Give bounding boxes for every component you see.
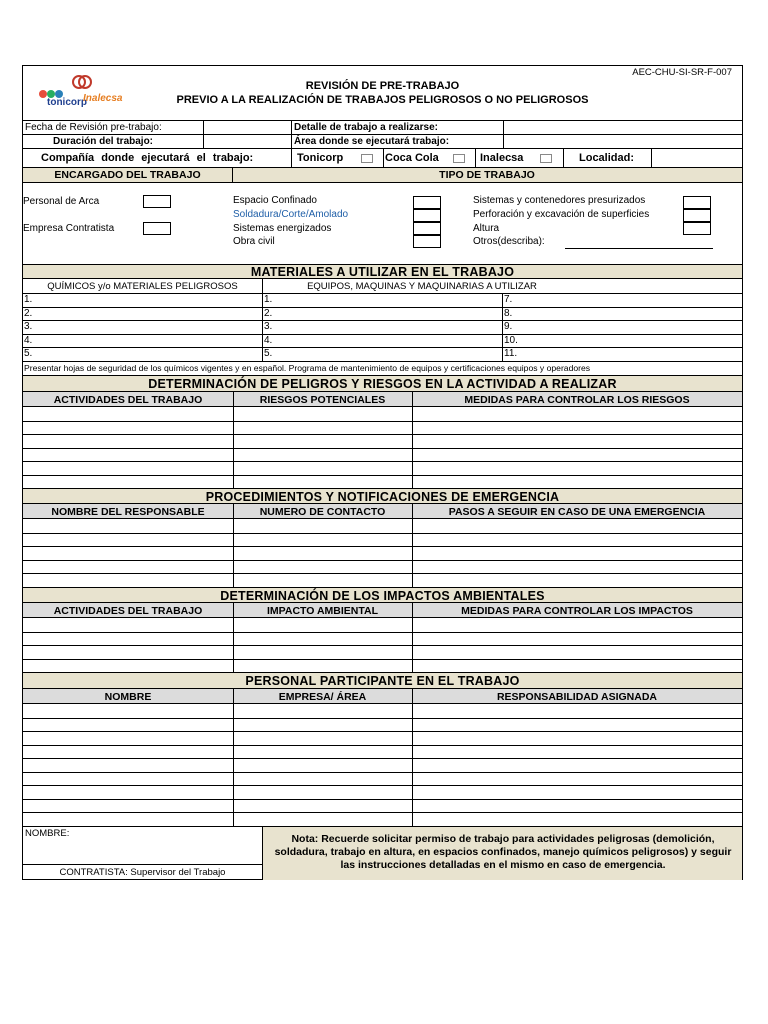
materiales-col3-item[interactable]: 9.: [504, 321, 513, 333]
emergencia-row[interactable]: [23, 560, 742, 574]
localidad-label: Localidad:: [579, 152, 635, 164]
espacio-confinado-checkbox[interactable]: [413, 196, 441, 209]
fecha-field[interactable]: [204, 121, 290, 133]
materiales-col3-item[interactable]: 8.: [504, 307, 513, 319]
footer-nombre-field[interactable]: [25, 840, 260, 862]
coca-cola-checkbox[interactable]: [453, 154, 465, 163]
contratista-checkbox[interactable]: [143, 222, 171, 235]
personal-col-header: RESPONSABILIDAD ASIGNADA: [496, 691, 658, 703]
materiales-col3-item[interactable]: 10.: [504, 334, 518, 346]
peligros-row[interactable]: [23, 461, 742, 475]
emergencia-col-header: NUMERO DE CONTACTO: [259, 506, 386, 518]
doc-code: AEC-CHU-SI-SR-F-007: [632, 67, 732, 78]
materiales-col3-item[interactable]: 7.: [504, 294, 513, 305]
peligros-title: DETERMINACIÓN DE PELIGROS Y RIESGOS EN LA ACTIVIDAD A REALIZAR: [148, 377, 617, 391]
form-subtitle: PREVIO A LA REALIZACIÓN DE TRABAJOS PELIGROSOS O NO PELIGROSOS: [176, 94, 589, 106]
compania-label: Compañía donde ejecutará el trabajo:: [41, 152, 254, 164]
footer-nombre-label: NOMBRE:: [25, 828, 70, 839]
personal-row[interactable]: [23, 812, 742, 826]
peligros-row[interactable]: [23, 448, 742, 462]
tonicorp-logo: tonicorp: [25, 90, 75, 108]
materiales-col1-item[interactable]: 1.: [24, 294, 33, 305]
tipo-perforacion: Perforación y excavación de superficies: [473, 209, 650, 220]
tipo-header: TIPO DE TRABAJO: [439, 169, 535, 181]
tipo-sistemas-energizados: Sistemas energizados: [233, 223, 332, 234]
materiales-col1-item[interactable]: 4.: [24, 334, 33, 346]
company-coca-cola: Coca Cola: [385, 152, 439, 164]
peligros-col-header: RIESGOS POTENCIALES: [259, 394, 386, 406]
peligros-row[interactable]: [23, 475, 742, 489]
tipo-soldadura: Soldadura/Corte/Amolado: [233, 209, 349, 220]
personal-row[interactable]: [23, 799, 742, 813]
quimicos-header: QUÍMICOS y/o MATERIALES PELIGROSOS: [47, 281, 238, 292]
presurizados-checkbox[interactable]: [683, 196, 711, 209]
personal-title: PERSONAL PARTICIPANTE EN EL TRABAJO: [245, 674, 520, 688]
duracion-label: Duración del trabajo:: [53, 136, 154, 147]
tonicorp-checkbox[interactable]: [361, 154, 373, 163]
ambientales-row[interactable]: [23, 659, 742, 673]
materiales-col1-item[interactable]: 2.: [24, 307, 33, 319]
tipo-espacio-confinado: Espacio Confinado: [233, 195, 317, 206]
materiales-title: MATERIALES A UTILIZAR EN EL TRABAJO: [250, 265, 515, 279]
tipo-obra-civil: Obra civil: [233, 236, 275, 247]
soldadura-checkbox[interactable]: [413, 209, 441, 222]
peligros-col-header: ACTIVIDADES DEL TRABAJO: [53, 394, 203, 406]
form-title: REVISIÓN DE PRE-TRABAJO: [305, 80, 460, 92]
emergencia-row[interactable]: [23, 519, 742, 533]
footer-nota: Nota: Recuerde solicitar permiso de trabajo para actividades peligrosas (demolición, soldadura, trabajo en altura, en espacios confinados, manejo químicos peligrosos) y seguir las instrucciones detalladas en el mismo en caso de emergencia.: [274, 833, 732, 871]
sistemas-energizados-checkbox[interactable]: [413, 222, 441, 235]
ambientales-col-header: MEDIDAS PARA CONTROLAR LOS IMPACTOS: [461, 605, 693, 617]
personal-col-header: NOMBRE: [104, 691, 152, 703]
materiales-col1-item[interactable]: 5.: [24, 348, 33, 360]
localidad-field[interactable]: [653, 150, 741, 166]
emergencia-row[interactable]: [23, 573, 742, 587]
ambientales-col-header: ACTIVIDADES DEL TRABAJO: [53, 605, 203, 617]
emergencia-row[interactable]: [23, 546, 742, 560]
personal-row[interactable]: [23, 731, 742, 745]
arca-checkbox[interactable]: [143, 195, 171, 208]
fecha-label: Fecha de Revisión pre-trabajo:: [25, 122, 162, 133]
obra-civil-checkbox[interactable]: [413, 235, 441, 248]
ambientales-row[interactable]: [23, 618, 742, 632]
company-tonicorp: Tonicorp: [297, 152, 344, 164]
equipos-header: EQUIPOS, MAQUINAS Y MAQUINARIAS A UTILIZAR: [307, 281, 537, 292]
materiales-col2-item[interactable]: 3.: [264, 321, 273, 333]
materiales-col2-item[interactable]: 2.: [264, 307, 273, 319]
ambientales-col-header: IMPACTO AMBIENTAL: [266, 605, 379, 617]
detalle-field[interactable]: [504, 121, 740, 133]
personal-row[interactable]: [23, 745, 742, 759]
personal-col-header: EMPRESA/ ÁREA: [278, 691, 367, 703]
emergencia-col-header: NOMBRE DEL RESPONSABLE: [51, 506, 205, 518]
detalle-label: Detalle de trabajo a realizarse:: [294, 122, 438, 133]
personal-row[interactable]: [23, 718, 742, 732]
peligros-row[interactable]: [23, 434, 742, 448]
emergencia-title: PROCEDIMIENTOS Y NOTIFICACIONES DE EMERGENCIA: [205, 490, 560, 504]
perforacion-checkbox[interactable]: [683, 209, 711, 222]
materiales-col3-item[interactable]: 11.: [504, 348, 518, 360]
peligros-row[interactable]: [23, 421, 742, 435]
personal-row[interactable]: [23, 785, 742, 799]
altura-checkbox[interactable]: [683, 222, 711, 235]
duracion-field[interactable]: [204, 135, 290, 147]
encargado-contratista-label: Empresa Contratista: [23, 223, 115, 234]
tipo-presurizados: Sistemas y contenedores presurizados: [473, 195, 646, 206]
ambientales-row[interactable]: [23, 632, 742, 646]
pre-work-review-form: [22, 65, 743, 880]
materiales-col2-item[interactable]: 1.: [264, 294, 273, 305]
company-inalecsa: Inalecsa: [480, 152, 524, 164]
inalecsa-logo: Inalecsa: [83, 93, 123, 104]
materiales-col2-item[interactable]: 4.: [264, 334, 273, 346]
personal-row[interactable]: [23, 758, 742, 772]
personal-row[interactable]: [23, 704, 742, 718]
emergencia-row[interactable]: [23, 533, 742, 547]
area-label: Área donde se ejecutará trabajo:: [294, 136, 450, 147]
materiales-col2-item[interactable]: 5.: [264, 348, 273, 360]
encargado-header: ENCARGADO DEL TRABAJO: [54, 169, 201, 181]
emergencia-col-header: PASOS A SEGUIR EN CASO DE UNA EMERGENCIA: [448, 506, 706, 518]
ambientales-title: DETERMINACIÓN DE LOS IMPACTOS AMBIENTALES: [220, 589, 545, 603]
tipo-altura: Altura: [473, 223, 500, 234]
ambientales-row[interactable]: [23, 645, 742, 659]
inalecsa-checkbox[interactable]: [540, 154, 552, 163]
personal-row[interactable]: [23, 772, 742, 786]
tipo-otros: Otros(describa):: [473, 236, 545, 247]
encargado-arca-label: Personal de Arca: [23, 196, 100, 207]
footer-contratista-label: CONTRATISTA: Supervisor del Trabajo: [59, 867, 226, 878]
peligros-row[interactable]: [23, 407, 742, 421]
peligros-col-header: MEDIDAS PARA CONTROLAR LOS RIESGOS: [464, 394, 690, 406]
area-field[interactable]: [504, 135, 740, 147]
materiales-col1-item[interactable]: 3.: [24, 321, 33, 333]
materiales-note: Presentar hojas de seguridad de los químicos vigentes y en español. Programa de mantenimiento de equipos y certificaciones equipos y operadores: [24, 363, 591, 373]
otros-line[interactable]: [565, 248, 713, 249]
